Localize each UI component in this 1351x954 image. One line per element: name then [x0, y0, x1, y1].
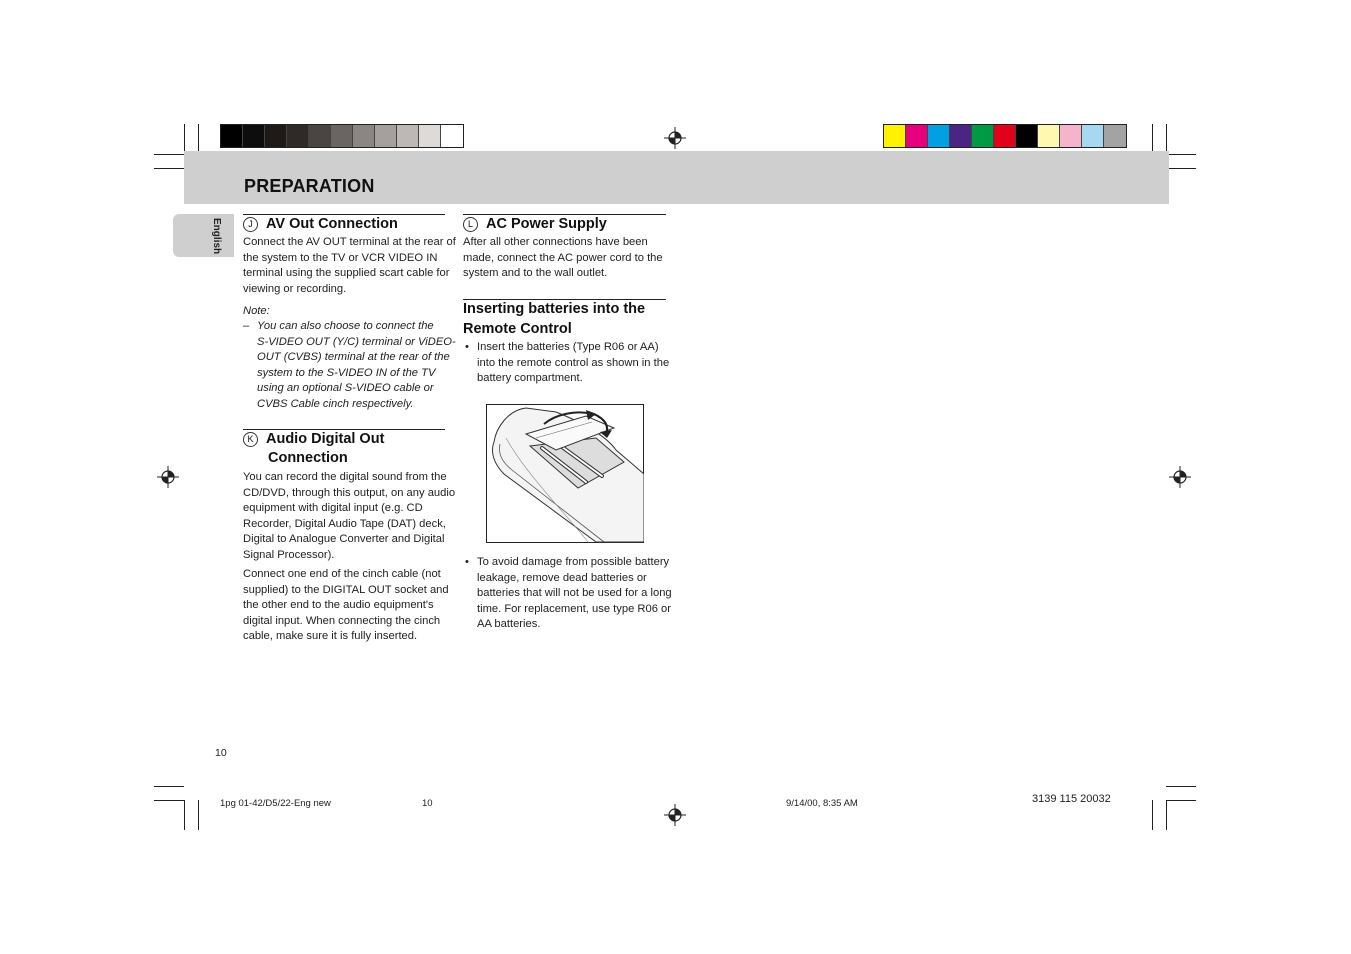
grayscale-color-bar	[220, 124, 464, 148]
process-swatch	[972, 125, 994, 147]
grayscale-swatch	[397, 125, 419, 147]
text-line: You can also choose to connect the	[257, 320, 434, 332]
text-line: battery compartment.	[477, 372, 583, 384]
registration-mark-icon	[1169, 466, 1191, 488]
section-title: Audio Digital Out	[266, 431, 385, 447]
text-line: leakage, remove dead batteries or	[477, 571, 647, 584]
process-color-bar	[883, 124, 1127, 148]
language-label: English	[211, 218, 222, 255]
text-line: terminal using the supplied scart cable for	[243, 267, 450, 279]
process-swatch	[1104, 125, 1126, 147]
text-line: digital input. When connecting the cinch	[243, 614, 441, 627]
text-line: To avoid damage from possible battery	[477, 556, 670, 568]
grayscale-swatch	[309, 125, 331, 147]
note-text	[257, 319, 456, 412]
section-marker: J	[243, 217, 258, 232]
text-line: AA batteries.	[477, 618, 541, 630]
process-swatch	[1038, 125, 1060, 147]
registration-mark-icon	[664, 127, 686, 149]
section-marker: L	[463, 217, 478, 232]
section-title-line2: Connection	[268, 450, 348, 466]
process-swatch	[1082, 125, 1104, 147]
text-line: OUT (CVBS) terminal at the rear of the	[257, 351, 450, 363]
text-line: batteries that will not be used for a long	[477, 587, 672, 599]
process-swatch	[1016, 125, 1038, 147]
process-swatch	[1060, 125, 1082, 147]
text-line: After all other connections have been	[463, 236, 648, 248]
grayscale-swatch	[375, 125, 397, 147]
grayscale-swatch	[419, 125, 441, 147]
text-line: system to the S-VIDEO IN of the TV	[257, 366, 436, 379]
grayscale-swatch	[287, 125, 309, 147]
text-line: supplied) to the DIGITAL OUT socket and	[243, 583, 449, 596]
batteries-bullet-1	[477, 340, 669, 387]
section-title: AC Power Supply	[486, 216, 607, 232]
grayscale-swatch	[441, 125, 463, 147]
section-marker: K	[243, 432, 258, 447]
text-line: CVBS Cable cinch respectively.	[257, 397, 414, 410]
text-line: S-VIDEO OUT (Y/C) terminal or ViDEO-	[257, 335, 456, 348]
slug-date: 9/14/00, 8:35 AM	[786, 798, 858, 809]
text-line: viewing or recording.	[243, 282, 347, 295]
text-line: equipment with digital input (e.g. CD	[243, 502, 423, 514]
page-number: 10	[215, 747, 227, 759]
text-line: the system to the TV or VCR VIDEO IN	[243, 251, 438, 264]
section-heading-av-out	[243, 215, 398, 234]
av-out-body	[243, 235, 456, 297]
section-title: AV Out Connection	[266, 216, 398, 232]
note-label: Note:	[243, 305, 270, 317]
text-line: cable, make sure it is fully inserted.	[243, 630, 418, 642]
text-line: system and to the wall outlet.	[463, 267, 608, 279]
grayscale-swatch	[221, 125, 243, 147]
grayscale-swatch	[331, 125, 353, 147]
text-line: Insert the batteries (Type R06 or AA)	[477, 341, 659, 353]
remote-battery-illustration	[486, 404, 644, 543]
batteries-bullet-2	[477, 555, 672, 633]
section-heading-ac-power	[463, 215, 607, 234]
grayscale-swatch	[353, 125, 375, 147]
registration-mark-icon	[157, 466, 179, 488]
process-swatch	[928, 125, 950, 147]
ac-power-body	[463, 235, 663, 282]
note-dash: –	[243, 320, 250, 332]
registration-mark-icon	[664, 804, 686, 826]
grayscale-swatch	[265, 125, 287, 147]
text-line: You can record the digital sound from the	[243, 471, 447, 483]
text-line: Signal Processor).	[243, 548, 335, 561]
text-line: Recorder, Digital Audio Tape (DAT) deck,	[243, 517, 446, 530]
text-line: CD/DVD, through this output, on any audio	[243, 486, 456, 499]
text-line: the other end to the audio equipment's	[243, 599, 434, 611]
text-line: Digital to Analogue Converter and Digital	[243, 533, 445, 545]
audio-digital-body-2	[243, 567, 449, 645]
text-line: Connect one end of the cinch cable (not	[243, 568, 441, 580]
text-line: time. For replacement, use type R06 or	[477, 602, 672, 615]
text-line: Connect the AV OUT terminal at the rear of	[243, 236, 456, 248]
process-swatch	[950, 125, 972, 147]
process-swatch	[884, 125, 906, 147]
process-swatch	[906, 125, 928, 147]
process-swatch	[994, 125, 1016, 147]
text-line: into the remote control as shown in the	[477, 356, 670, 369]
text-line: made, connect the AC power cord to the	[463, 251, 663, 264]
section-title-line2: Remote Control	[463, 321, 572, 337]
slug-page: 10	[422, 798, 433, 809]
slug-file: 1pg 01-42/D5/22-Eng new	[220, 798, 331, 809]
section-heading-batteries: Inserting batteries into the	[463, 301, 646, 317]
section-heading-audio-digital	[243, 430, 384, 449]
page-title: PREPARATION	[244, 176, 375, 196]
document-code: 3139 115 20032	[1032, 793, 1111, 805]
audio-digital-body-1	[243, 470, 455, 563]
bullet-dot: •	[465, 556, 469, 568]
text-line: using an optional S-VIDEO cable or	[257, 382, 434, 394]
language-tab	[173, 214, 234, 257]
grayscale-swatch	[243, 125, 265, 147]
bullet-dot: •	[465, 341, 469, 353]
